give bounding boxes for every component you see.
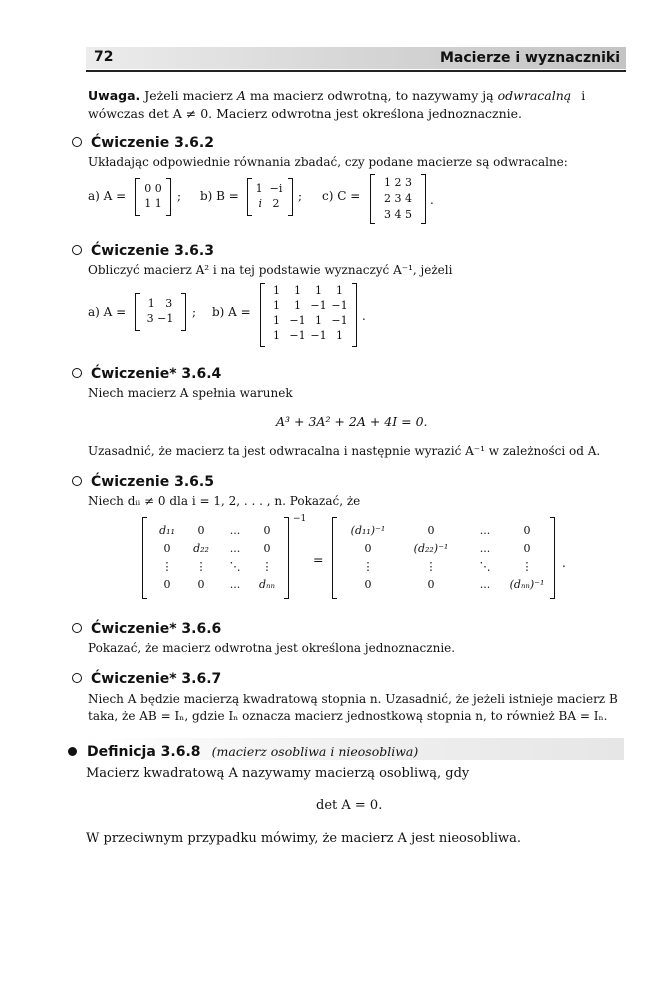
bracket-left	[135, 178, 140, 216]
exercise-3-6-4-text: Niech macierz A spełnia warunek	[88, 386, 293, 400]
bracket-left	[260, 283, 265, 347]
bracket-right	[352, 283, 357, 347]
exercise-3-6-6-text: Pokazać, że macierz odwrotna jest określona jednoznacznie.	[88, 641, 456, 655]
bracket-left	[135, 293, 140, 331]
definition-subtitle: (macierz osobliwa i nieosobliwa)	[211, 744, 419, 759]
page-number: 72	[94, 49, 114, 65]
separator: ;	[177, 189, 182, 203]
definition-title-row	[68, 741, 418, 760]
ex3-a-label: a) A =	[88, 305, 127, 319]
ex3-matrix-a: 1 3 3 −1	[146, 297, 174, 325]
ex2-c-label: c) C =	[322, 189, 361, 203]
bracket-right	[288, 178, 293, 216]
separator: ;	[192, 305, 197, 319]
circle-bullet-icon	[72, 623, 82, 633]
bracket-left	[370, 174, 375, 224]
bracket-right	[166, 178, 171, 216]
exercise-3-6-7-title: Ćwiczenie* 3.6.7	[72, 671, 221, 687]
definition-formula: det A = 0.	[316, 798, 383, 813]
ex2-matrix-b: 1 −i i 2	[255, 182, 283, 210]
exercise-3-6-5-title: Ćwiczenie 3.6.5	[72, 474, 214, 490]
definition-title: Definicja 3.6.8	[87, 744, 201, 760]
ex2-matrix-c: 1 2 3 2 3 4 3 4 5	[384, 176, 412, 221]
exercise-3-6-3-title: Ćwiczenie 3.6.3	[72, 243, 214, 259]
bracket-right	[550, 517, 555, 599]
remark-line-2: wówczas det A ≠ 0. Macierz odwrotna jest określona jednoznacznie.	[88, 106, 523, 121]
power-exponent: −1	[293, 514, 307, 524]
ex2-matrix-a: 0 0 1 1	[144, 182, 162, 210]
page-header	[86, 47, 626, 69]
remark-label: Uwaga.	[88, 88, 141, 103]
circle-bullet-icon	[72, 476, 82, 486]
remark-line-1: Uwaga. Jeżeli macierz A ma macierz odwrotną, to nazywamy ją odwracalną i	[88, 88, 586, 103]
definition-text-2: W przeciwnym przypadku mówimy, że macierz A jest nieosobliwa.	[86, 831, 522, 846]
circle-bullet-icon	[72, 137, 82, 147]
circle-bullet-icon	[72, 368, 82, 378]
exercise-3-6-4-title: Ćwiczenie* 3.6.4	[72, 366, 221, 382]
bracket-left	[332, 517, 337, 599]
end-period: .	[562, 556, 566, 570]
ex2-b-label: b) B =	[200, 189, 239, 203]
exercise-3-6-7-text: Niech A będzie macierzą kwadratową stopnia n. Uzasadnić, że jeżeli istnieje macierz B	[88, 692, 618, 706]
exercise-3-6-2-title: Ćwiczenie 3.6.2	[72, 135, 214, 151]
filled-bullet-icon	[68, 747, 77, 756]
exercise-3-6-5-text: Niech dᵢᵢ ≠ 0 dla i = 1, 2, . . . , n. Pokazać, że	[88, 494, 361, 508]
running-title: Macierze i wyznaczniki	[439, 50, 620, 66]
exercise-3-6-4-text-2: Uzasadnić, że macierz ta jest odwracalna i następnie wyrazić A⁻¹ w zależności od A.	[88, 444, 601, 458]
bracket-right	[284, 517, 289, 599]
bracket-left	[142, 517, 147, 599]
end-period: .	[430, 193, 434, 207]
definition-text: Macierz kwadratową A nazywamy macierzą osobliwą, gdy	[86, 766, 470, 781]
header-rule	[86, 70, 626, 72]
exercise-3-6-6-title: Ćwiczenie* 3.6.6	[72, 621, 221, 637]
bracket-right	[421, 174, 426, 224]
separator: ;	[298, 189, 303, 203]
exercise-3-6-4-formula: A³ + 3A² + 2A + 4I = 0.	[276, 414, 428, 429]
end-period: .	[362, 309, 366, 323]
circle-bullet-icon	[72, 245, 82, 255]
equals-sign: =	[313, 552, 324, 567]
ex3-b-label: b) A =	[212, 305, 251, 319]
ex5-matrix-right: (d₁₁)⁻¹ 0 ... 0 0 (d₂₂)⁻¹ ... 0 ⋮ ⋮ ⋱ ⋮ 0 0 ... (dₙₙ)⁻¹	[350, 524, 545, 591]
ex2-a-label: a) A =	[88, 189, 127, 203]
ex5-matrix-left: d₁₁ 0 ... 0 0 d₂₂ ... 0 ⋮ ⋮ ⋱ ⋮ 0 0 ... dₙₙ	[159, 524, 275, 591]
bracket-right	[181, 293, 186, 331]
exercise-3-6-3-text: Obliczyć macierz A² i na tej podstawie wyznaczyć A⁻¹, jeżeli	[88, 263, 453, 277]
ex3-matrix-b: 1 1 1 1 1 1 −1 −1 1 −1 1 −1 1 −1 −1 1	[273, 284, 348, 342]
exercise-3-6-7-text-2: taka, że AB = Iₙ, gdzie Iₙ oznacza macierz jednostkową stopnia n, to również BA = Iₙ.	[88, 709, 608, 723]
circle-bullet-icon	[72, 673, 82, 683]
exercise-3-6-2-text: Układając odpowiednie równania zbadać, czy podane macierze są odwracalne:	[88, 155, 568, 169]
